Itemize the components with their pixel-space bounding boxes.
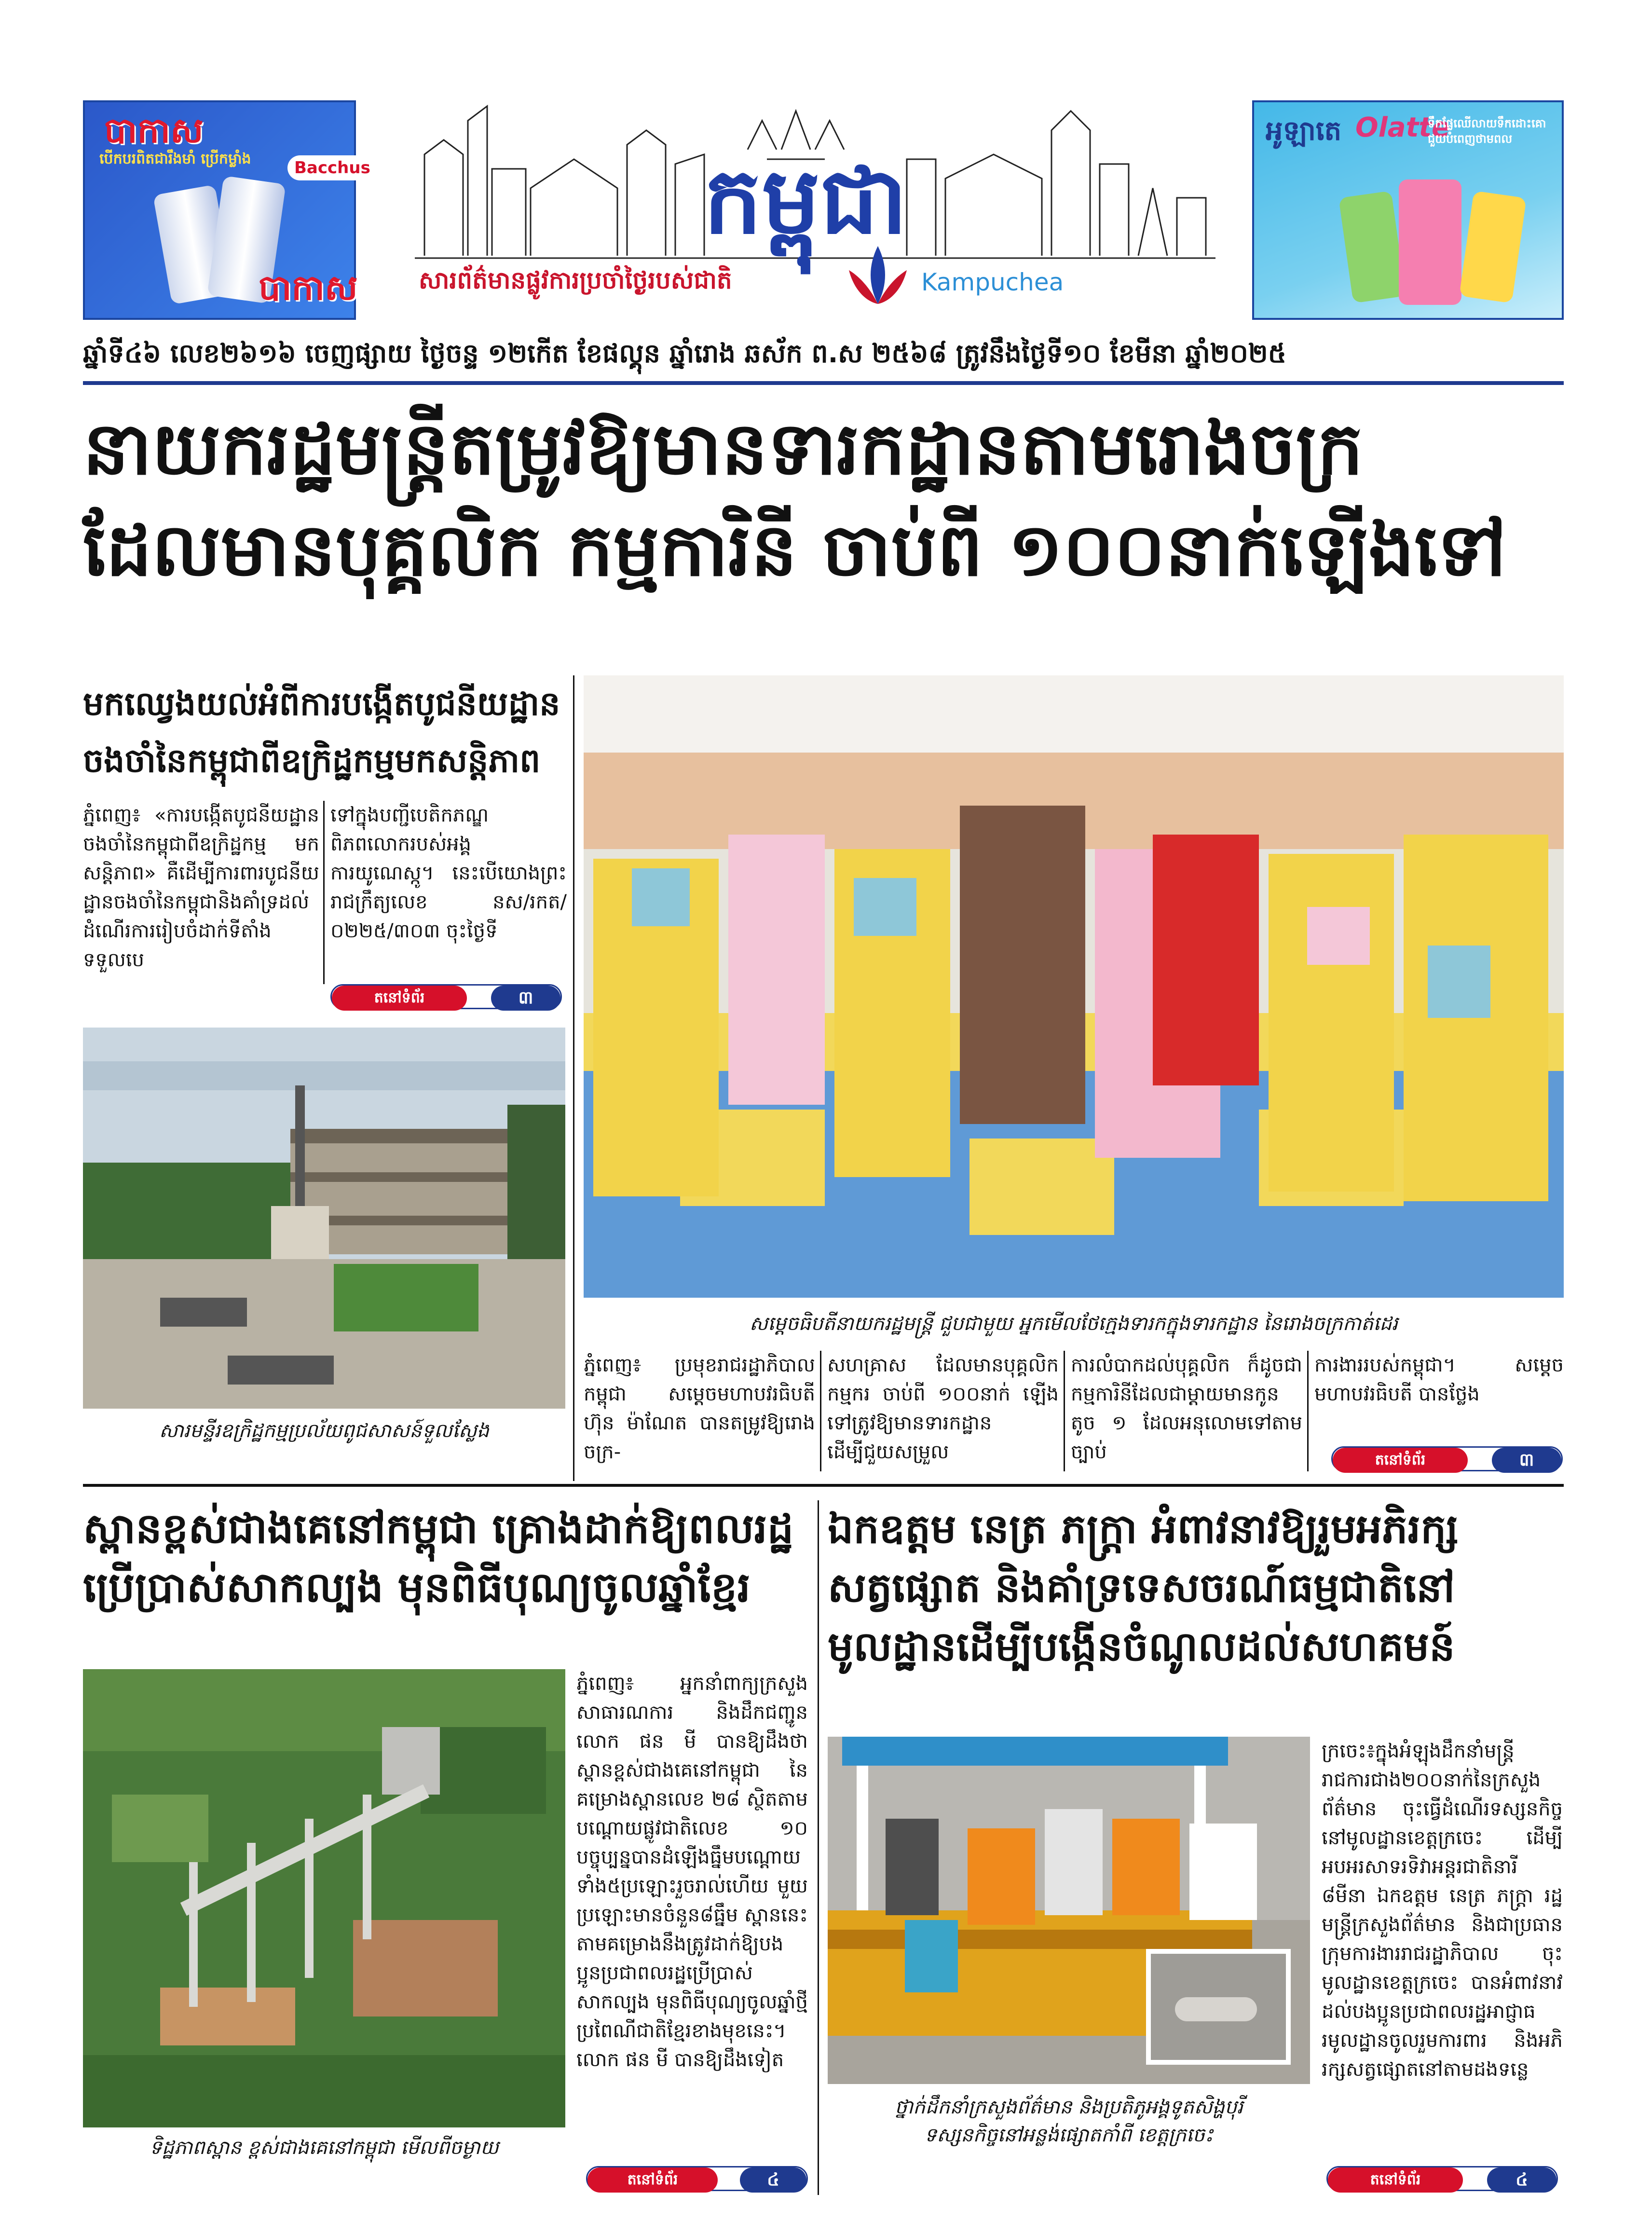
nursery-body-col3: ការលំបាកដល់បុគ្គលិក ក៏ដូចជាកម្មការិនីដែលជាម្តាយមានកូនតូច ១ ដែលអនុលោមទៅតាមច្បាប់: [1071, 1354, 1302, 1463]
nursery-body-col4: ការងាររបស់កម្ពុជា។ សម្តេចមហាបវរធិបតី បានថ្លែង: [1314, 1354, 1564, 1405]
ad-can-pink: [1399, 179, 1461, 305]
main-headline-line2: ដែលមានបុគ្គលិក កម្មការិនី ចាប់ពី ១០០នាក់ឡើងទៅ: [83, 507, 1506, 592]
nursery-photo-caption: សម្តេចធិបតីនាយករដ្ឋមន្ត្រី ជួបជាមួយ អ្នកមើលថែក្មេងទារកក្នុងទារកដ្ឋាន នៃរោងចក្រកាត់ដេរ: [749, 1313, 1398, 1335]
nursery-body-col1: ភ្នំពេញ៖ ប្រមុខរាជរដ្ឋាភិបាលកម្ពុជា សម្តេចមហាបវរធិបតី ហ៊ុន ម៉ាណែត បានតម្រូវឱ្យរោងចក្រ-: [584, 1354, 815, 1463]
story-column-divider: [818, 1500, 819, 2195]
bridge-headline-line1[interactable]: ស្ពានខ្ពស់ជាងគេនៅកម្ពុជា គ្រោងដាក់ឱ្យពលរដ្ឋ: [83, 1504, 794, 1553]
ad-headline-top: បាកាស: [104, 110, 204, 151]
memorial-headline-line2[interactable]: ចងចាំនៃកម្ពុជាពីឧក្រិដ្ឋកម្មមកសន្តិភាព: [83, 741, 541, 780]
memorial-body-col2: ទៅក្នុងបញ្ជីបេតិកភណ្ឌពិភពលោករបស់អង្គការយូណេស្កូ។ នេះបើយោងព្រះរាជក្រឹត្យលេខ នស/រកត/០២២៥/៣០៣ ចុះថ្ងៃទី: [330, 804, 567, 942]
ad-can-green: [1338, 191, 1406, 303]
ad-headline-bottom: បាកាស: [259, 267, 358, 308]
tuol-sleng-photo-caption: សារមន្ទីរឧក្រិដ្ឋកម្មប្រល័យពូជសាសន៍ទួលស្លែង: [159, 1420, 489, 1442]
nursery-continued-link[interactable]: [1331, 1446, 1563, 1471]
ad-brand-en: Olatte: [1355, 112, 1450, 143]
masthead-title: កម្ពុជា: [703, 147, 908, 254]
column-divider: [1307, 1351, 1309, 1471]
dolphin-headline-line1[interactable]: ឯកឧត្តម នេត្រ ភក្ត្រា អំពាវនាវឱ្យរួមអភិរក្ស: [828, 1505, 1459, 1552]
masthead-tagline: សារព័ត៌មានផ្លូវការប្រចាំថ្ងៃរបស់ជាតិ: [419, 266, 732, 294]
continued-page: ៤: [1487, 2167, 1556, 2193]
column-divider: [323, 801, 325, 984]
nursery-body-col2: សហគ្រាស ដែលមានបុគ្គលិក កម្មករ ចាប់ពី ១០០នាក់ ឡើងទៅត្រូវឱ្យមានទារកដ្ឋានដើម្បីជួយសម្រួល: [827, 1354, 1059, 1463]
dolphin-headline-line2[interactable]: សត្វផ្សោត និងគាំទ្រទេសចរណ៍ធម្មជាតិនៅ: [828, 1564, 1455, 1611]
section-divider: [83, 1484, 1564, 1487]
dolphin-photo-caption-line1: ថ្នាក់ដឹកនាំក្រសួងព័ត៌មាន និងប្រតិភូអង្គទូតសិង្ហបុរី: [894, 2096, 1243, 2118]
dolphin-boat-tour-photo[interactable]: [828, 1737, 1310, 2084]
masthead-brand-en: Kampuchea: [921, 268, 1064, 296]
ad-brand-logo: Bacchus: [287, 155, 377, 180]
main-headline-line1: នាយករដ្ឋមន្ត្រីតម្រូវឱ្យមានទារកដ្ឋានតាមរោងចក្រ: [83, 406, 1364, 491]
ad-slogan: បើកបរពិតជារឹងមាំ ប្រើកម្លាំង: [99, 151, 251, 167]
continued-label: តនៅទំព័រ: [1328, 2167, 1463, 2193]
memorial-continued-link[interactable]: [330, 984, 562, 1009]
dolphin-body: ក្រចេះ៖ក្នុងអំឡុងដឹកនាំមន្ត្រីរាជការជាង២០០នាក់នៃក្រសួងព័ត៌មាន ចុះធ្វើដំណើរទស្សនកិច្ចនៅមូលដ្ឋានខេត្តក្រចេះ ដើម្បីអបអរសាទរទិវាអន្តរជាតិនារី ៨មីនា ឯកឧត្តម នេត្រ ភក្ត្រា រដ្ឋមន្ត្រីក្រសួងព័ត៌មាន និងជាប្រធានក្រុមការងាររាជរដ្ឋាភិបាល ចុះមូលដ្ឋានខេត្តក្រចេះ បានអំពាវនាវដល់បងប្អូនប្រជាពលរដ្ឋអាជ្ញាធរមូលដ្ឋានចូលរួមការពារ និងអភិរក្សសត្វផ្សោតនៅតាមដងទន្លេ: [1322, 1740, 1563, 2081]
story-column-divider: [573, 675, 574, 1481]
ad-brand-kh: អូឡាតេ: [1266, 115, 1342, 147]
ad-can-yellow: [1459, 191, 1527, 303]
memorial-body-col1: ភ្នំពេញ៖ «ការបង្កើតបូជនីយដ្ឋានចងចាំនៃកម្ពុជាពីឧក្រិដ្ឋកម្ម មកសន្តិភាព» គឺដើម្បីការពារបូជនីយដ្ឋានចងចាំនៃកម្ពុជានិងគាំទ្រដល់ដំណើរការរៀបចំដាក់ទីតាំងទទួលបេ: [83, 804, 319, 971]
continued-page: ៣: [491, 986, 560, 1011]
dolphin-headline-line3[interactable]: មូលដ្ឋានដើម្បីបង្កើនចំណូលដល់សហគមន៍: [828, 1622, 1455, 1670]
tuol-sleng-museum-photo[interactable]: [83, 1028, 565, 1409]
continued-page: ៤: [740, 2167, 806, 2193]
bridge-photo-caption: ទិដ្ឋភាពស្ពាន ខ្ពស់ជាងគេនៅកម្ពុជា មើលពីចម្ងាយ: [150, 2137, 499, 2159]
column-divider: [1064, 1351, 1065, 1471]
masthead-divider: [83, 381, 1564, 385]
issue-dateline: ឆ្នាំទី៤៦ លេខ២៦១៦ ចេញផ្សាយ ថ្ងៃចន្ទ ១២កើត ខែផល្គុន ឆ្នាំរោង ឆស័ក ព.ស ២៥៦៨ ត្រូវនឹងថ្ងៃទី១០ ខែមីនា ឆ្នាំ២០២៥: [83, 338, 1286, 369]
continued-label: តនៅទំព័រ: [587, 2167, 718, 2193]
memorial-headline-line1[interactable]: មកឈ្វេងយល់អំពីការបង្កើតបូជនីយដ្ឋាន: [83, 685, 560, 723]
pm-nursery-visit-photo[interactable]: [584, 675, 1564, 1298]
bridge-continued-link[interactable]: [586, 2166, 808, 2191]
continued-label: តនៅទំព័រ: [1333, 1448, 1468, 1473]
column-divider: [820, 1351, 821, 1471]
bridge-aerial-photo[interactable]: [83, 1669, 565, 2127]
bridge-headline-line2[interactable]: ប្រើប្រាស់សាកល្បង មុនពិធីបុណ្យចូលឆ្នាំខ្មែរ: [83, 1563, 751, 1612]
bridge-body: ភ្នំពេញ៖ អ្នកនាំពាក្យក្រសួងសាធារណការ និងដឹកជញ្ជូន លោក ផន មី បានឱ្យដឹងថា ស្ពានខ្ពស់ជាងគេនៅកម្ពុជា នៃគម្រោងស្ពានលេខ ២៨ ស្ថិតតាមបណ្តោយផ្លូវជាតិលេខ ១០ បច្ចុប្បន្នបានដំឡើងធ្នឹមបណ្តោយទាំង៥ប្រឡោះរួចរាល់ហើយ មួយប្រឡោះមានចំនួន៨ធ្នឹម ស្ពាននេះតាមគម្រោងនឹងត្រូវដាក់ឱ្យបងប្អូនប្រជាពលរដ្ឋប្រើប្រាស់សាកល្បង មុនពិធីបុណ្យចូលឆ្នាំថ្មីប្រពៃណីជាតិខ្មែរខាងមុខនេះ។ លោក ផន មី បានឱ្យដឹងទៀត: [576, 1673, 808, 2071]
continued-label: តនៅទំព័រ: [332, 986, 467, 1011]
dolphin-continued-link[interactable]: [1326, 2166, 1558, 2191]
bacchus-advertisement[interactable]: [83, 100, 370, 320]
olatte-advertisement[interactable]: [1252, 100, 1564, 320]
continued-page: ៣: [1492, 1448, 1561, 1473]
dolphin-photo-caption-line2: ទស្សនកិច្ចនៅអន្លង់ផ្សោតកាំពី ខេត្តក្រចេះ: [924, 2124, 1214, 2146]
ad-tagline: ទឹកផ្លែឈើលាយទឹកដោះគោ ជួយបំពេញថាមពល: [1428, 117, 1546, 146]
